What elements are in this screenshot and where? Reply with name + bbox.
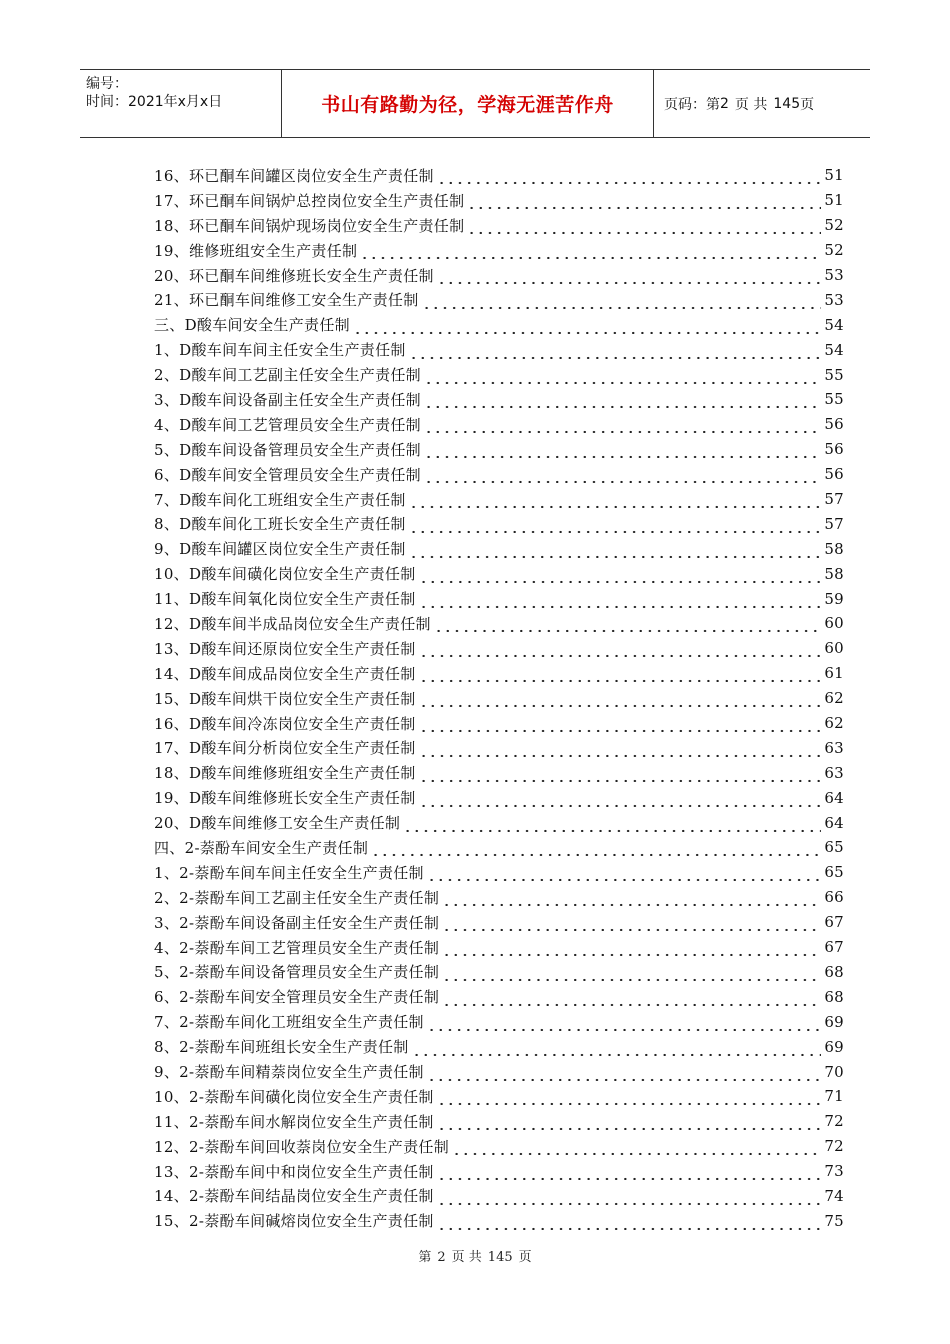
toc-entry-title: 7、2-萘酚车间化工班组安全生产责任制 <box>154 1013 424 1032</box>
toc-entry[interactable] <box>154 636 844 661</box>
toc-entry-page: 53 <box>824 266 844 284</box>
toc-entry-page: 63 <box>824 738 844 757</box>
page-header <box>80 69 870 138</box>
toc-entry-title: 14、D酸车间成品岗位安全生产责任制 <box>154 664 416 683</box>
toc-entry[interactable] <box>154 1134 844 1159</box>
toc-entry-page: 67 <box>824 913 844 932</box>
toc-entry[interactable] <box>154 163 844 188</box>
toc-entry[interactable] <box>154 1184 844 1209</box>
toc-entry-page: 51 <box>824 166 844 185</box>
toc-entry[interactable] <box>154 835 844 860</box>
toc-entry-page: 58 <box>824 539 844 558</box>
toc-entry[interactable] <box>154 462 844 487</box>
header-page-total: 145 <box>773 95 801 112</box>
toc-entry-page: 51 <box>824 191 844 210</box>
toc-entry-page: 65 <box>824 863 844 882</box>
toc-entry-page: 64 <box>824 788 844 807</box>
toc-dot-leader <box>452 1137 821 1155</box>
toc-dot-leader <box>424 465 821 483</box>
toc-entry[interactable] <box>154 561 844 586</box>
toc-entry-title: 19、D酸车间维修班长安全生产责任制 <box>154 789 416 808</box>
toc-entry-title: 2、2-萘酚车间工艺副主任安全生产责任制 <box>154 888 440 907</box>
toc-entry-title: 1、2-萘酚车间车间主任安全生产责任制 <box>154 863 424 882</box>
toc-entry[interactable] <box>154 263 844 288</box>
toc-dot-leader <box>419 590 821 608</box>
toc-entry[interactable] <box>154 910 844 935</box>
toc-entry-page: 73 <box>824 1162 844 1181</box>
toc-entry[interactable] <box>154 1208 844 1233</box>
header-page-label: 页码：第 <box>664 96 720 113</box>
toc-dot-leader <box>467 216 821 234</box>
toc-dot-leader <box>427 1063 821 1081</box>
toc-entry-title: 三、D酸车间安全生产责任制 <box>154 316 350 335</box>
toc-entry-page: 69 <box>824 1037 844 1056</box>
toc-dot-leader <box>437 1112 821 1130</box>
toc-dot-leader <box>442 988 821 1006</box>
toc-dot-leader <box>437 1212 821 1230</box>
toc-entry-title: 12、2-萘酚车间回收萘岗位安全生产责任制 <box>154 1137 450 1156</box>
toc-entry[interactable] <box>154 1034 844 1059</box>
toc-entry-title: 4、D酸车间工艺管理员安全生产责任制 <box>154 415 421 434</box>
toc-dot-leader <box>427 1013 821 1031</box>
toc-entry-page: 62 <box>824 714 844 733</box>
toc-entry-page: 68 <box>824 987 844 1006</box>
toc-entry[interactable] <box>154 387 844 412</box>
toc-entry[interactable] <box>154 1084 844 1109</box>
toc-entry[interactable] <box>154 412 844 437</box>
toc-dot-leader <box>437 166 821 184</box>
toc-entry[interactable] <box>154 487 844 512</box>
toc-dot-leader <box>409 490 821 508</box>
toc-entry[interactable] <box>154 238 844 263</box>
toc-entry-page: 55 <box>824 390 844 409</box>
toc-dot-leader <box>371 838 821 856</box>
toc-entry-title: 8、2-萘酚车间班组长安全生产责任制 <box>154 1038 409 1057</box>
toc-entry-page: 62 <box>824 689 844 708</box>
toc-entry-page: 53 <box>824 290 844 309</box>
toc-dot-leader <box>403 814 821 832</box>
toc-entry[interactable] <box>154 1059 844 1084</box>
toc-dot-leader <box>427 863 821 881</box>
toc-entry-page: 52 <box>824 216 844 235</box>
toc-entry[interactable] <box>154 1109 844 1134</box>
toc-entry-page: 54 <box>824 340 844 359</box>
toc-entry-page: 75 <box>824 1211 844 1230</box>
header-page-end: 页 <box>800 96 815 113</box>
footer-prefix: 第 <box>418 1250 432 1265</box>
toc-entry[interactable] <box>154 860 844 885</box>
toc-entry-page: 58 <box>824 564 844 583</box>
toc-entry[interactable] <box>154 760 844 785</box>
toc-dot-leader <box>422 291 822 309</box>
header-motto: 书山有路勤为径，学海无涯苦作舟 <box>282 70 654 137</box>
toc-entry-title: 10、D酸车间磺化岗位安全生产责任制 <box>154 565 416 584</box>
toc-entry-page: 67 <box>824 938 844 957</box>
toc-entry-title: 8、D酸车间化工班长安全生产责任制 <box>154 515 406 534</box>
toc-dot-leader <box>424 415 821 433</box>
toc-dot-leader <box>409 540 821 558</box>
toc-entry-title: 11、2-萘酚车间水解岗位安全生产责任制 <box>154 1112 434 1131</box>
toc-entry-page: 63 <box>824 763 844 782</box>
toc-entry-page: 56 <box>824 465 844 484</box>
toc-entry[interactable] <box>154 1009 844 1034</box>
toc-dot-leader <box>353 316 821 334</box>
footer-mid: 页 共 <box>451 1250 482 1265</box>
toc-entry-page: 72 <box>824 1112 844 1131</box>
toc-entry[interactable] <box>154 287 844 312</box>
document-date: 时间：2021年x月x日 <box>86 94 223 110</box>
toc-entry-title: 3、2-萘酚车间设备副主任安全生产责任制 <box>154 913 440 932</box>
toc-entry-title: 18、D酸车间维修班组安全生产责任制 <box>154 764 416 783</box>
toc-dot-leader <box>419 789 821 807</box>
toc-entry-title: 6、D酸车间安全管理员安全生产责任制 <box>154 465 421 484</box>
toc-entry-page: 71 <box>824 1087 844 1106</box>
toc-entry-title: 20、环已酮车间维修班长安全生产责任制 <box>154 266 434 285</box>
toc-entry-page: 54 <box>824 315 844 334</box>
footer-page-total: 145 <box>487 1250 513 1265</box>
toc-entry[interactable] <box>154 337 844 362</box>
toc-entry-page: 52 <box>824 241 844 260</box>
toc-entry-page: 56 <box>824 440 844 459</box>
toc-entry[interactable] <box>154 586 844 611</box>
toc-dot-leader <box>424 390 821 408</box>
toc-dot-leader <box>467 191 821 209</box>
toc-entry-title: 14、2-萘酚车间结晶岗位安全生产责任制 <box>154 1187 434 1206</box>
toc-entry-title: 四、2-萘酚车间安全生产责任制 <box>154 838 369 857</box>
toc-entry-title: 6、2-萘酚车间安全管理员安全生产责任制 <box>154 988 440 1007</box>
toc-entry-title: 15、D酸车间烘干岗位安全生产责任制 <box>154 689 416 708</box>
toc-entry[interactable] <box>154 213 844 238</box>
toc-entry-page: 60 <box>824 639 844 658</box>
toc-entry-title: 5、2-萘酚车间设备管理员安全生产责任制 <box>154 963 440 982</box>
toc-entry[interactable] <box>154 661 844 686</box>
header-meta <box>80 70 282 137</box>
toc-entry-title: 21、环已酮车间维修工安全生产责任制 <box>154 291 419 310</box>
toc-entry-page: 72 <box>824 1137 844 1156</box>
toc-dot-leader <box>442 913 821 931</box>
toc-entry-page: 60 <box>824 614 844 633</box>
document-number-label: 编号： <box>86 76 128 92</box>
toc-dot-leader <box>437 1162 821 1180</box>
toc-entry-title: 10、2-萘酚车间磺化岗位安全生产责任制 <box>154 1087 434 1106</box>
toc-entry-page: 56 <box>824 415 844 434</box>
toc-entry-title: 11、D酸车间氧化岗位安全生产责任制 <box>154 590 416 609</box>
toc-dot-leader <box>409 515 821 533</box>
toc-dot-leader <box>437 266 821 284</box>
toc-entry-page: 57 <box>824 514 844 533</box>
toc-dot-leader <box>360 241 821 259</box>
toc-entry-title: 12、D酸车间半成品岗位安全生产责任制 <box>154 614 431 633</box>
toc-entry-page: 61 <box>824 664 844 683</box>
toc-entry-title: 20、D酸车间维修工安全生产责任制 <box>154 814 401 833</box>
header-page-current: 2 <box>720 95 729 112</box>
toc-entry-page: 65 <box>824 838 844 857</box>
toc-entry[interactable] <box>154 437 844 462</box>
toc-dot-leader <box>424 366 821 384</box>
toc-entry-title: 13、2-萘酚车间中和岗位安全生产责任制 <box>154 1162 434 1181</box>
toc-entry-page: 69 <box>824 1012 844 1031</box>
toc-entry-title: 16、环已酮车间罐区岗位安全生产责任制 <box>154 166 434 185</box>
toc-entry-page: 55 <box>824 365 844 384</box>
page-footer <box>0 1246 950 1265</box>
toc-dot-leader <box>419 689 821 707</box>
toc-entry[interactable] <box>154 1159 844 1184</box>
toc-dot-leader <box>437 1187 821 1205</box>
toc-entry[interactable] <box>154 686 844 711</box>
toc-entry-page: 59 <box>824 589 844 608</box>
table-of-contents <box>154 163 844 1233</box>
toc-entry[interactable] <box>154 960 844 985</box>
toc-entry[interactable] <box>154 810 844 835</box>
toc-dot-leader <box>419 739 821 757</box>
toc-entry-title: 15、2-萘酚车间碱熔岗位安全生产责任制 <box>154 1212 434 1231</box>
header-page-mid: 页 共 <box>734 96 768 113</box>
toc-entry[interactable] <box>154 362 844 387</box>
toc-dot-leader <box>434 614 821 632</box>
toc-entry-title: 19、维修班组安全生产责任制 <box>154 241 358 260</box>
toc-entry[interactable] <box>154 785 844 810</box>
toc-entry-title: 9、D酸车间罐区岗位安全生产责任制 <box>154 540 406 559</box>
toc-dot-leader <box>419 639 821 657</box>
toc-entry[interactable] <box>154 312 844 337</box>
toc-entry-title: 2、D酸车间工艺副主任安全生产责任制 <box>154 366 421 385</box>
toc-entry-page: 68 <box>824 962 844 981</box>
toc-entry-title: 5、D酸车间设备管理员安全生产责任制 <box>154 440 421 459</box>
toc-entry[interactable] <box>154 536 844 561</box>
toc-dot-leader <box>419 565 821 583</box>
footer-suffix: 页 <box>518 1250 532 1265</box>
toc-entry-title: 18、环已酮车间锅炉现场岗位安全生产责任制 <box>154 216 465 235</box>
toc-entry-title: 16、D酸车间冷冻岗位安全生产责任制 <box>154 714 416 733</box>
toc-dot-leader <box>442 888 821 906</box>
toc-entry-title: 17、环已酮车间锅炉总控岗位安全生产责任制 <box>154 191 465 210</box>
footer-page-current: 2 <box>437 1250 446 1265</box>
toc-entry[interactable] <box>154 188 844 213</box>
toc-entry[interactable] <box>154 711 844 736</box>
toc-entry[interactable] <box>154 984 844 1009</box>
toc-dot-leader <box>419 714 821 732</box>
toc-entry[interactable] <box>154 935 844 960</box>
toc-dot-leader <box>419 764 821 782</box>
toc-dot-leader <box>409 341 821 359</box>
toc-entry-title: 17、D酸车间分析岗位安全生产责任制 <box>154 739 416 758</box>
toc-dot-leader <box>424 440 821 458</box>
toc-entry[interactable] <box>154 735 844 760</box>
toc-entry[interactable] <box>154 885 844 910</box>
toc-dot-leader <box>442 963 821 981</box>
toc-entry-title: 4、2-萘酚车间工艺管理员安全生产责任制 <box>154 938 440 957</box>
toc-entry-title: 7、D酸车间化工班组安全生产责任制 <box>154 490 406 509</box>
toc-entry-page: 70 <box>824 1062 844 1081</box>
toc-entry-page: 66 <box>824 888 844 907</box>
toc-entry-title: 9、2-萘酚车间精萘岗位安全生产责任制 <box>154 1063 424 1081</box>
toc-entry-title: 3、D酸车间设备副主任安全生产责任制 <box>154 390 421 409</box>
toc-entry-page: 74 <box>824 1186 844 1205</box>
toc-dot-leader <box>412 1038 821 1056</box>
header-page-info <box>654 70 870 137</box>
toc-entry[interactable] <box>154 511 844 536</box>
toc-entry-page: 57 <box>824 490 844 509</box>
toc-dot-leader <box>437 1087 821 1105</box>
toc-entry[interactable] <box>154 611 844 636</box>
toc-entry-title: 13、D酸车间还原岗位安全生产责任制 <box>154 639 416 658</box>
toc-dot-leader <box>419 664 821 682</box>
toc-entry-page: 64 <box>824 813 844 832</box>
toc-dot-leader <box>442 938 821 956</box>
toc-entry-title: 1、D酸车间车间主任安全生产责任制 <box>154 341 406 360</box>
